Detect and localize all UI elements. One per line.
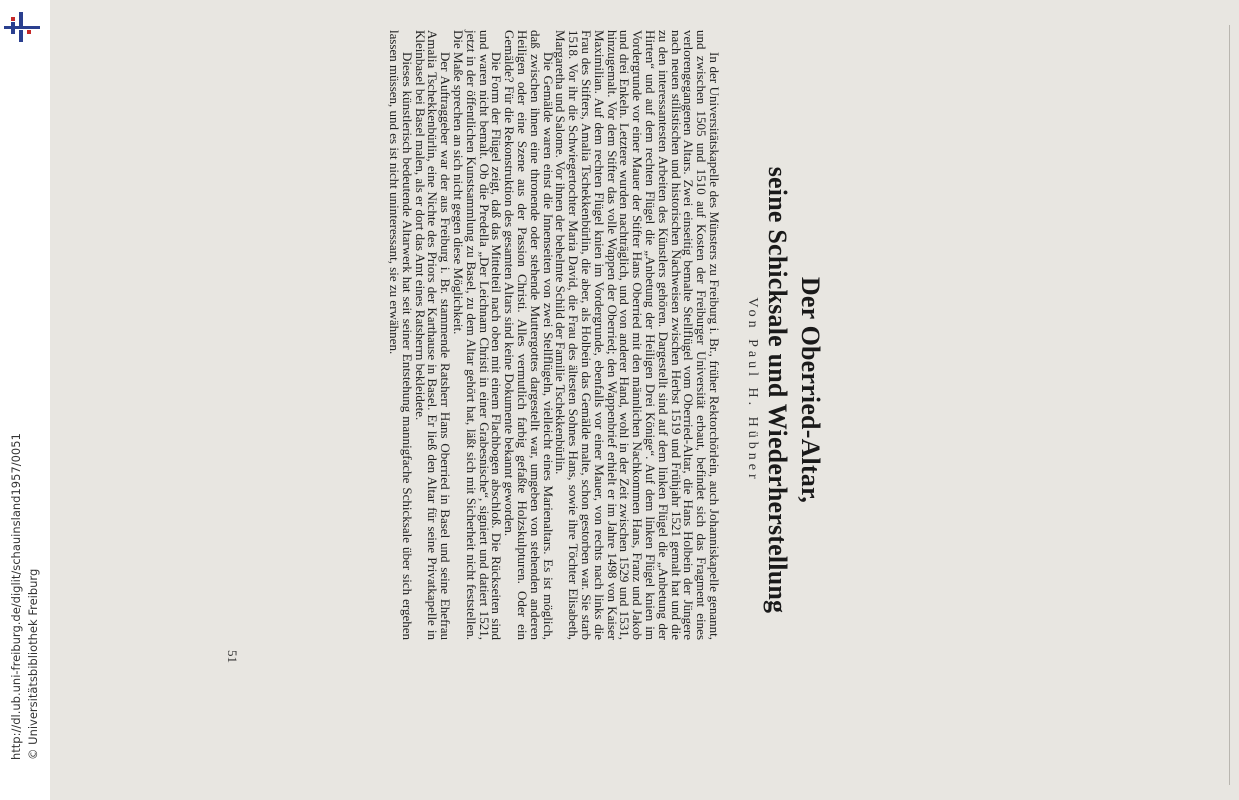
rotated-page-content [210,10,1050,770]
paragraph-1: In der Universitätskapelle des Münsters zu Freiburg i. Br., früher Rektorchörlein, auch Johanniskapelle genannt, und zwischen 1505 und 1510 auf Kosten der Freiburger Universität erbaut, befindet sich das Fragment eines verlorengegangenen Altars. Zwei einseitig bemalte Stellflügel vom Oberried-Altar, die Hans Holbein der Jüngere nach neuen stilistischen und historischen Nachweisen zwischen Herbst 1519 und Frühjahr 1521 gemalt hat und die zu den interessantesten Arbeiten des Künstlers gehören. Dargestellt sind auf dem linken Flügel die „Anbetung der Hirten“ und auf dem rechten Flügel die „Anbetung der Heiligen Drei Könige“. Auf dem linken Flügel knien im Vordergrunde vor einer Mauer der Stifter Hans Oberried mit den männlichen Nachkommen Hans, Franz und Jakob und drei Enkeln. Letztere wurden nachträglich, und von anderer Hand, wohl in der Zeit zwischen 1529 und 1531, hinzugemalt. Vor dem Stifter das volle Wappen der Oberried; den Wappenbrief erhielt er im Jahre 1498 von Kaiser Maximilian. Auf dem rechten Flügel knien im Vordergrunde, ebenfalls vor einer Mauer, von rechts nach links die Frau des Stifters, Amalia Tschekkenbürlin, die aber, als Holbein das Gemälde malte, schon gestorben war. Sie starb 1518. Vor ihr die Schwiegertochter Maria David, die Frau des ältesten Sohnes Hans, sowie ihre Töchter Elisabeth, Margaretha und Salome. Vor ihnen der behelmte Schild der Familie Tschekkenbürlin. [553,30,722,640]
page-edge [1229,25,1230,785]
article-title-line-1: Der Oberried-Altar, [796,276,825,504]
article-body [387,30,720,640]
paragraph-3: Die Form der Flügel zeigt, daß das Mittelteil nach oben mit einem Flachbogen abschloß. Die Rückseiten sind und waren nicht bemalt. Ob die Predella „Der Leichnam Christi in einer Grabesnische“, signiert und datiert 1521, jetzt in der öffentlichen Kunstsammlung zu Basel, zu dem Altar gehört hat, läßt sich mit Sicherheit nicht feststellen. Die Maße sprechen an sich nicht gegen diese Möglichkeit. [451,30,505,640]
paragraph-2: Die Gemälde waren einst die Innenseiten von zwei Stellflügeln, vielleicht eines Marienaltars. Es ist möglich, daß zwischen ihnen eine thronende oder stehende Muttergottes dargestellt war, umgeben von stehenden anderen Heiligen oder eine Szene aus der Passion Christi. Alles vermutlich farbig gefaßte Holzskulpturen. Oder ein Gemälde? Für die Rekonstruktion des gesamten Altars sind keine Dokumente bekannt geworden. [502,30,556,640]
article-byline: Von Paul H. Hübner [745,297,760,483]
paragraph-4: Der Auftraggeber war der aus Freiburg i. Br. stammende Ratsherr Hans Oberried in Basel und seine Ehefrau Amalia Tschekkenbürlin, eine Nichte des Priors der Karthause in Basel. Er ließ den Altar für seine Privatkapelle in Kleinbasel bei Basel malen, als er dort das Amt eines Ratsherrn bekleidete. [412,30,454,640]
article-title-line-2: seine Schicksale und Wiederherstellung [763,166,792,614]
copyright-notice: © Universitätsbibliothek Freiburg [26,568,40,760]
page-number: 51 [225,650,240,663]
paragraph-5: Dieses künstlerisch bedeutende Altarwerk hat seit seiner Entstehung mannigfache Schicksale über sich ergehen lassen müssen, und es ist nicht uninteressant, sie zu erwähnen. [387,30,415,640]
viewer-margin [0,0,50,800]
source-caption [8,0,42,760]
source-url[interactable]: http://dl.ub.uni-freiburg.de/diglit/schauinsland1957/0051 [9,433,23,760]
